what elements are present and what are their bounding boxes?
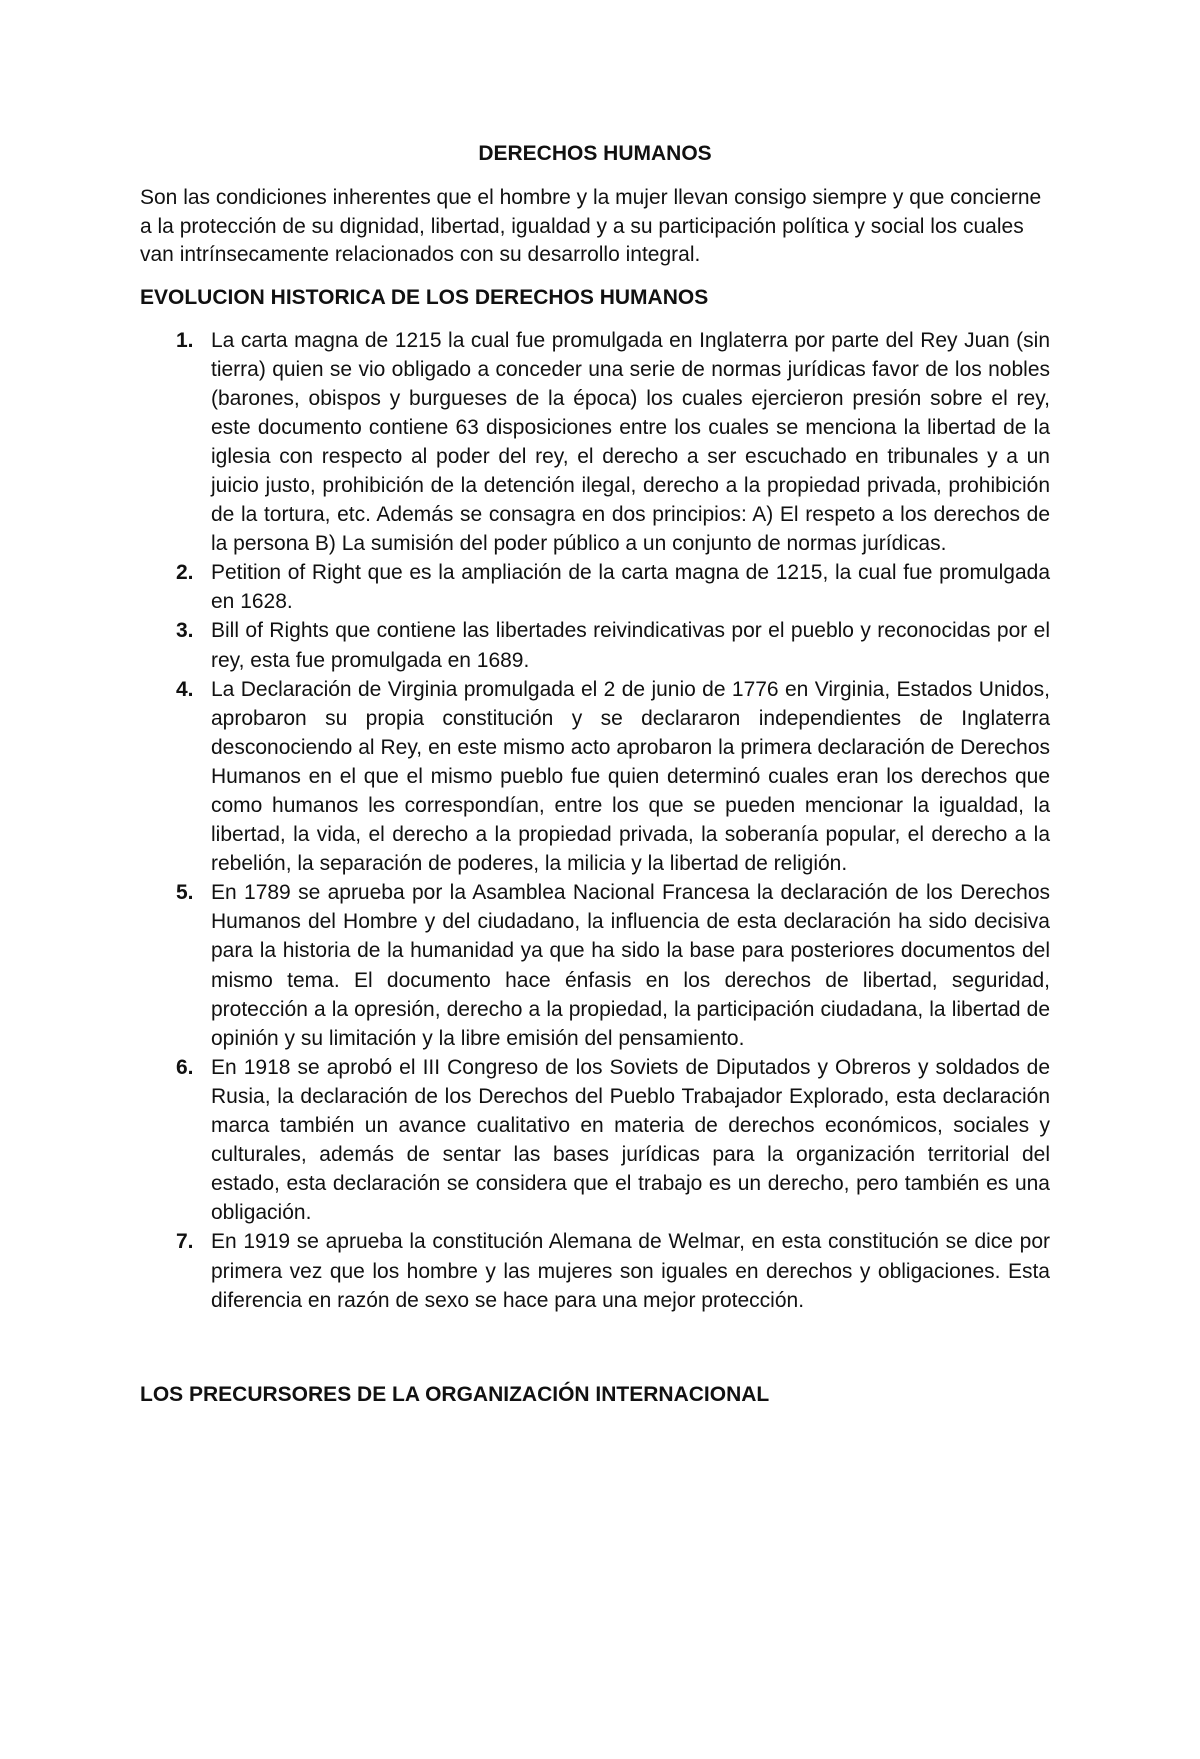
- list-item: [140, 878, 1050, 1053]
- list-item-number: 2.: [176, 561, 194, 585]
- document-title: DERECHOS HUMANOS: [478, 142, 712, 165]
- list-item-text: Bill of Rights que contiene las libertades reivindicativas por el pueblo y reconocidas por el rey, esta fue promulgada en 1689.: [211, 619, 1050, 672]
- list-item: [140, 1053, 1050, 1228]
- list-item: [140, 558, 1050, 616]
- list-item-number: 5.: [176, 881, 194, 905]
- list-item-number: 3.: [176, 619, 194, 643]
- list-item-text: La carta magna de 1215 la cual fue promulgada en Inglaterra por parte del Rey Juan (sin tierra) quien se vio obligado a conceder una serie de normas jurídicas favor de los nobles (barones, obispos y burgueses de la época) los cuales ejercieron presión sobre el rey, este documento contiene 63 disposiciones entre los cuales se menciona la libertad de la iglesia con respecto al poder del rey, el derecho a ser escuchado en tribunales y a un juicio justo, prohibición de la detención ilegal, derecho a la propiedad privada, prohibición de la tortura, etc. Además se consagra en dos principios: A) El respeto a los derechos de la persona B) La sumisión del poder público a un conjunto de normas jurídicas.: [211, 328, 1050, 556]
- section-heading-evolution: EVOLUCION HISTORICA DE LOS DERECHOS HUMANOS: [140, 285, 709, 309]
- list-item-text: La Declaración de Virginia promulgada el 2 de junio de 1776 en Virginia, Estados Unidos, aprobaron su propia constitución y se declararon independientes de Inglaterra desconociendo al Rey, en este mismo acto aprobaron la primera declaración de Derechos Humanos en el que el mismo pueblo fue quien determinó cuales eran los derechos que como humanos les correspondían, entre los que se pueden mencionar la igualdad, la libertad, la vida, el derecho a la propiedad privada, la soberanía popular, el derecho a la rebelión, la separación de poderes, la milicia y la libertad de religión.: [211, 677, 1050, 876]
- list-item: [140, 675, 1050, 879]
- document-page: [140, 140, 1050, 1409]
- list-item-number: 4.: [176, 677, 194, 701]
- history-list: [140, 326, 1050, 1315]
- intro-paragraph: Son las condiciones inherentes que el hombre y la mujer llevan consigo siempre y que concierne a la protección de su dignidad, libertad, igualdad y a su participación política y social los cuales van intrínsecamente relacionados con su desarrollo integral.: [140, 186, 1042, 266]
- list-item-number: 6.: [176, 1055, 194, 1079]
- list-item-text: En 1789 se aprueba por la Asamblea Nacional Francesa la declaración de los Derechos Humanos del Hombre y del ciudadano, la influencia de esta declaración ha sido decisiva para la historia de la humanidad ya que ha sido la base para posteriores documentos del mismo tema. El documento hace énfasis en los derechos de libertad, seguridad, protección a la opresión, derecho a la propiedad, la participación ciudadana, la libertad de opinión y su limitación y la libre emisión del pensamiento.: [211, 881, 1050, 1050]
- list-item: [140, 616, 1050, 674]
- list-item-text: Petition of Right que es la ampliación de la carta magna de 1215, la cual fue promulgada en 1628.: [211, 561, 1050, 614]
- list-item-text: En 1918 se aprobó el III Congreso de los Soviets de Diputados y Obreros y soldados de Rusia, la declaración de los Derechos del Pueblo Trabajador Explorado, esta declaración marca también un avance cualitativo en materia de derechos económicos, sociales y culturales, además de sentar las bases jurídicas para la organización territorial del estado, esta declaración se considera que el trabajo es un derecho, pero también es una obligación.: [211, 1055, 1050, 1225]
- list-item-number: 1.: [176, 328, 194, 352]
- list-item-number: 7.: [176, 1230, 194, 1254]
- section-heading-precursors: LOS PRECURSORES DE LA ORGANIZACIÓN INTERNACIONAL: [140, 1382, 770, 1406]
- list-item-text: En 1919 se aprueba la constitución Alemana de Welmar, en esta constitución se dice por primera vez que los hombre y las mujeres son iguales en derechos y obligaciones. Esta diferencia en razón de sexo se hace para una mejor protección.: [211, 1230, 1050, 1312]
- list-item: [140, 326, 1050, 559]
- list-item: [140, 1227, 1050, 1314]
